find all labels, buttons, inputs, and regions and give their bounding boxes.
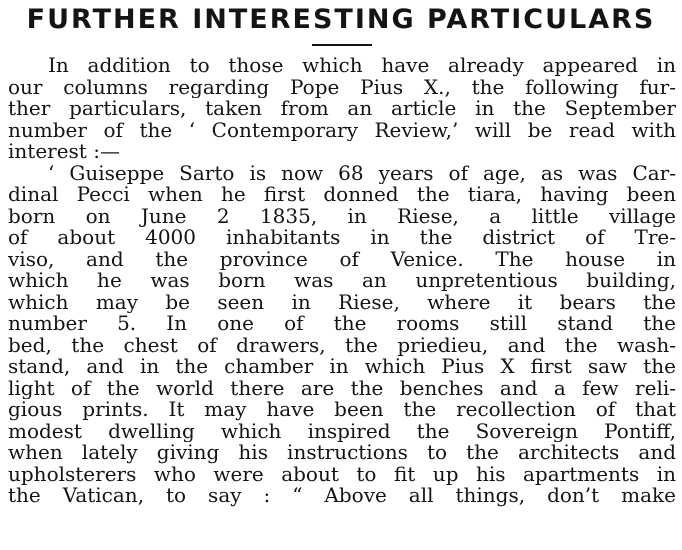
body-line: number of the ‘ Contemporary Review,’ will be read with	[8, 119, 676, 141]
article-body	[8, 55, 676, 507]
body-line: light of the world there are the benches and a few reli-	[8, 377, 676, 399]
body-line: interest :—	[8, 141, 120, 163]
headline-divider	[312, 44, 372, 46]
body-line: ther particulars, taken from an article in the September	[8, 98, 676, 120]
body-line: of about 4000 inhabitants in the district of Tre-	[8, 227, 676, 249]
body-line: the Vatican, to say : “ Above all things, don’t make	[8, 485, 676, 507]
body-line: bed, the chest of drawers, the priedieu, and the wash-	[8, 334, 676, 356]
body-line: which he was born was an unpretentious building,	[8, 270, 676, 292]
body-line: our columns regarding Pope Pius X., the following fur-	[8, 76, 676, 98]
body-line: In addition to those which have already appeared in	[48, 55, 676, 77]
article-headline: FURTHER INTERESTING PARTICULARS	[26, 4, 656, 35]
body-line: viso, and the province of Venice. The house in	[8, 248, 676, 270]
body-line: ‘ Guiseppe Sarto is now 68 years of age, as was Car-	[48, 162, 676, 184]
body-line: dinal Pecci when he first donned the tiara, having been	[8, 184, 676, 206]
body-line: which may be seen in Riese, where it bears the	[8, 291, 676, 313]
body-line: number 5. In one of the rooms still stand the	[8, 313, 676, 335]
body-line: born on June 2 1835, in Riese, a little village	[8, 205, 676, 227]
body-line: modest dwelling which inspired the Sovereign Pontiff,	[8, 420, 676, 442]
body-line: stand, and in the chamber in which Pius X first saw the	[8, 356, 676, 378]
body-line: when lately giving his instructions to the architects and	[8, 442, 676, 464]
body-line: gious prints. It may have been the recollection of that	[8, 399, 676, 421]
body-line: upholsterers who were about to fit up his apartments in	[8, 463, 676, 485]
